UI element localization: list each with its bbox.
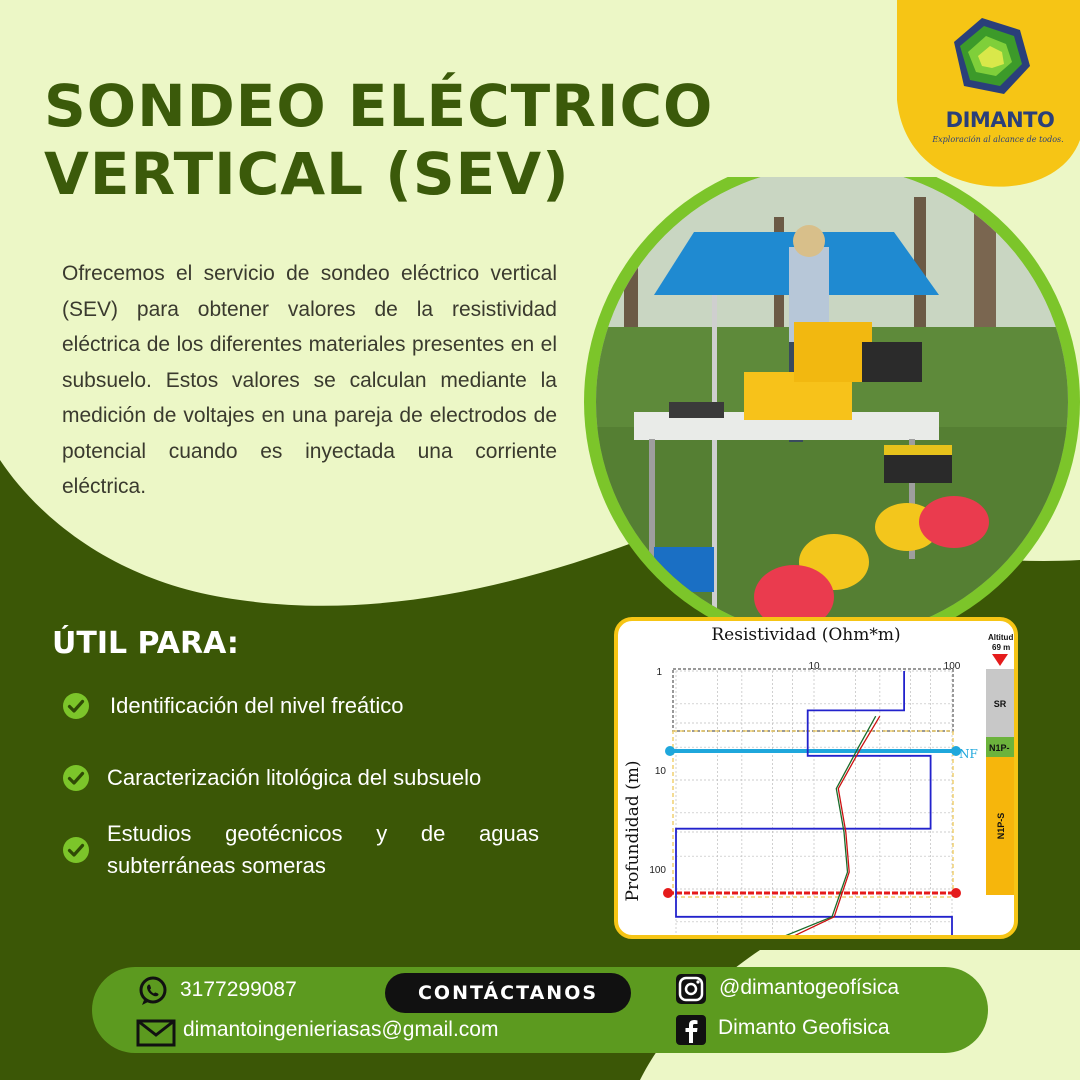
y-tick-label: 10 [654,766,666,777]
facebook-icon [674,1013,708,1047]
contact-button[interactable]: CONTÁCTANOS [385,973,631,1013]
facebook-page[interactable]: Dimanto Geofisica [718,1016,890,1039]
surface-zone [673,669,953,731]
y-tick-label: 100 [649,865,666,876]
bedrock-marker [951,888,961,898]
use-item [62,690,404,722]
altitude-marker-icon [992,654,1008,666]
chart-title: Resistividad (Ohm*m) [711,625,901,645]
water-table-label: NF [959,747,978,761]
brand-name: DIMANTO [945,108,1055,132]
x-tick-label: 10 [808,661,820,672]
email-address[interactable]: dimantoingenieriasas@gmail.com [183,1018,499,1041]
uses-heading: ÚTIL PARA: [52,626,239,661]
field-survey-photo [584,177,1080,639]
x-tick-label: 100 [943,661,961,672]
chart-canvas [618,621,1014,935]
chart-y-label: Profundidad (m) [623,760,643,902]
check-circle-icon [62,836,90,864]
altitude-value: 69 m [992,643,1011,652]
instagram-handle[interactable]: @dimantogeofísica [719,976,900,999]
dimanto-logo [897,0,1080,188]
chart-y-ticks [649,667,666,876]
use-item-label: Identificación del nivel freático [110,693,404,718]
bedrock-marker [663,888,673,898]
y-tick-label: 1 [656,667,662,678]
use-item [62,818,542,882]
email-icon [136,1019,176,1047]
water-table-marker [665,746,675,756]
title-line-1: SONDEO ELÉCTRICO [44,72,714,140]
phone-number[interactable]: 3177299087 [180,978,297,1001]
use-item-label: Estudios geotécnicos y de aguas subterráneas someras [107,821,539,878]
layer-label: SR [993,699,1007,709]
altitude-label: Altitud [988,633,1014,642]
layer-label: N1P-S [996,812,1006,840]
check-circle-icon [62,692,90,720]
layer-label: N1P- [989,743,1010,753]
whatsapp-icon [137,975,169,1007]
use-item [62,762,481,794]
brand-tagline: Exploración al alcance de todos. [932,135,1064,144]
intro-paragraph: Ofrecemos el servicio de sondeo eléctrico vertical (SEV) para obtener valores de la resistividad eléctrica de los diferentes materiales presentes en el subsuelo. Estos valores se calculan mediante la medición de voltajes en una pareja de electrodos de potencial cuando es inyectada una corriente eléctrica. [62,262,557,498]
resistivity-chart [614,617,1018,939]
check-circle-icon [62,764,90,792]
use-item-label: Caracterización litológica del subsuelo [107,765,482,790]
chart-x-ticks [808,661,960,672]
instagram-icon [674,972,708,1006]
title-line-2: VERTICAL (SEV) [44,140,570,208]
